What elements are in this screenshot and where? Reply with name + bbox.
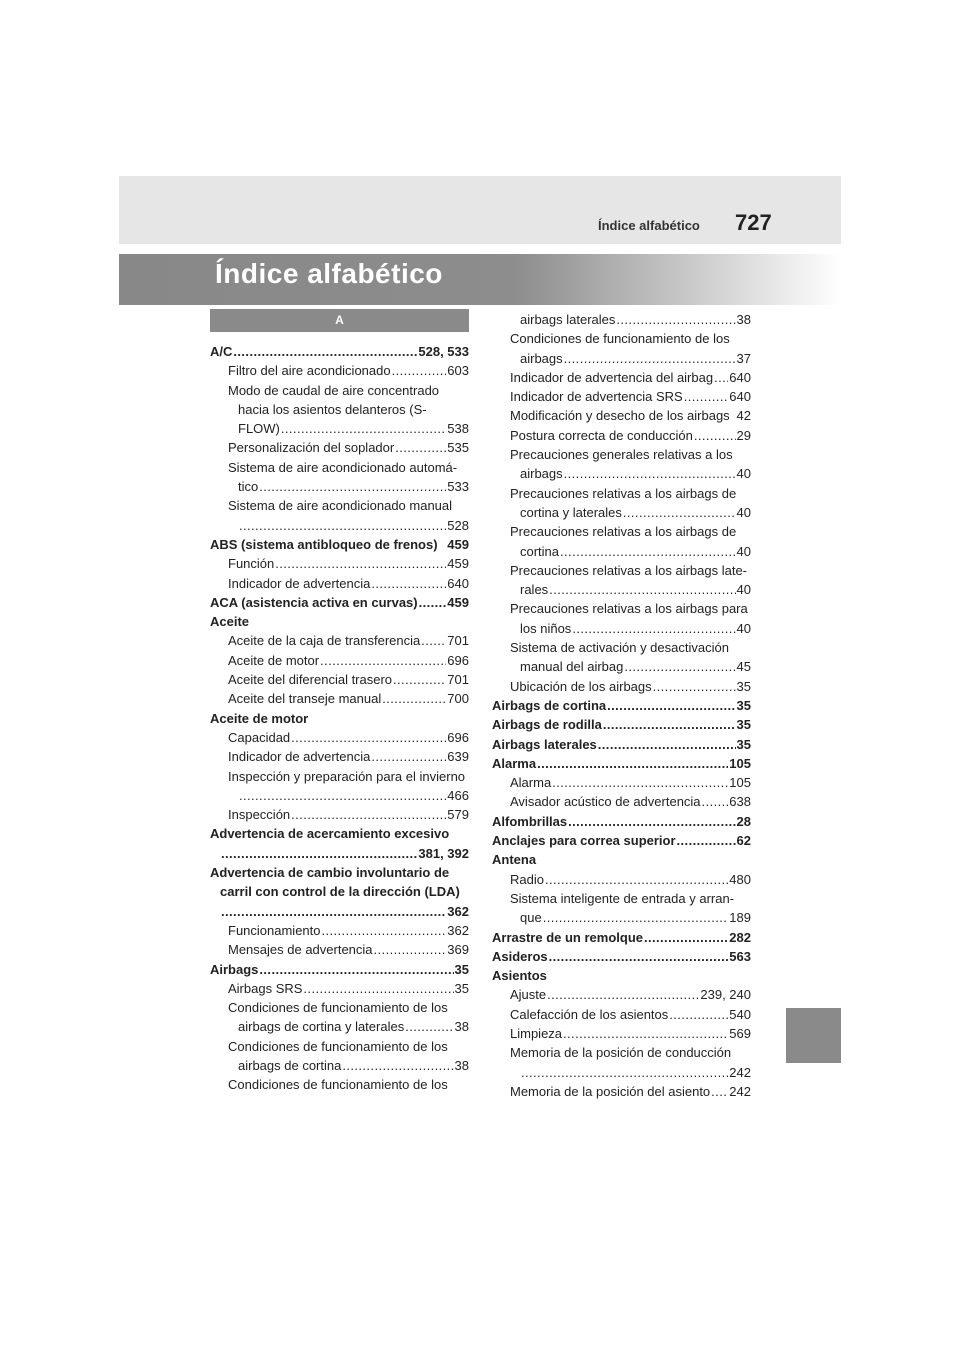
- index-entry: [492, 870, 751, 889]
- entry-term: tico: [238, 479, 259, 495]
- index-entry: [492, 889, 751, 908]
- index-entry: [210, 1037, 469, 1056]
- index-entry: [492, 657, 751, 676]
- index-entry: [210, 689, 469, 708]
- entry-term: Precauciones relativas a los airbags de: [510, 524, 737, 540]
- index-entry: [492, 638, 751, 657]
- dot-leader: [419, 593, 447, 612]
- dot-leader: [543, 908, 729, 927]
- dot-leader: [616, 310, 735, 329]
- index-entry: [210, 824, 469, 843]
- index-entry: [492, 1063, 751, 1082]
- entry-page-ref: 540: [729, 1006, 751, 1022]
- entry-term: Personalización del soplador: [228, 440, 395, 456]
- index-entry: [492, 580, 751, 599]
- entry-term: Alarma: [510, 775, 552, 791]
- entry-page-ref: 105: [729, 775, 751, 791]
- entry-term: cortina y laterales: [520, 504, 622, 520]
- dot-leader: [564, 464, 736, 483]
- entry-term: cortina: [520, 543, 560, 559]
- dot-leader: [653, 677, 736, 696]
- entry-term: Memoria de la posición del asiento: [510, 1083, 711, 1099]
- entry-page-ref: 459: [447, 594, 469, 610]
- entry-term: Sistema de aire acondicionado automá-: [228, 459, 458, 475]
- dot-leader: [259, 960, 453, 979]
- entry-term: Arrastre de un remolque: [492, 929, 643, 945]
- index-entry: [492, 850, 751, 869]
- index-entry: [492, 484, 751, 503]
- entry-term: Precauciones relativas a los airbags late-: [510, 562, 748, 578]
- entry-page-ref: 533: [447, 479, 469, 495]
- entry-term: Postura correcta de conducción: [510, 427, 693, 443]
- entry-term: que: [520, 910, 542, 926]
- entry-term: Precauciones generales relativas a los: [510, 447, 733, 463]
- index-entry: [210, 805, 469, 824]
- entry-term: hacia los asientos delanteros (S-: [238, 401, 427, 417]
- index-entry: [210, 574, 469, 593]
- index-entry: [492, 754, 751, 773]
- entry-term: Mensajes de advertencia: [228, 942, 373, 958]
- index-entry: [210, 651, 469, 670]
- entry-page-ref: 640: [447, 575, 469, 591]
- index-entry: [492, 812, 751, 831]
- side-thumb-tab: [786, 1008, 841, 1063]
- entry-term: Modo de caudal de aire concentrado: [228, 382, 440, 398]
- index-entry: [210, 381, 469, 400]
- entry-page-ref: 239, 240: [700, 987, 751, 1003]
- dot-leader: [677, 831, 736, 850]
- dot-leader: [549, 947, 729, 966]
- entry-term: Limpieza: [510, 1025, 563, 1041]
- entry-term: Radio: [510, 871, 544, 887]
- entry-term: Memoria de la posición de conducción: [510, 1045, 732, 1061]
- dot-leader: [563, 1024, 728, 1043]
- entry-page-ref: 38: [454, 1057, 469, 1073]
- dot-leader: [303, 979, 453, 998]
- entry-page-ref: 638: [729, 794, 751, 810]
- entry-page-ref: 369: [447, 942, 469, 958]
- entry-page-ref: 105: [729, 755, 751, 771]
- entry-term: carril con control de la dirección (LDA): [220, 884, 460, 900]
- index-entry: [210, 477, 469, 496]
- dot-leader: [547, 985, 699, 1004]
- entry-term: Aceite del transeje manual: [228, 691, 382, 707]
- entry-term: Alarma: [492, 755, 537, 771]
- entry-page-ref: 362: [447, 903, 469, 919]
- entry-term: Capacidad: [228, 729, 291, 745]
- index-entry: [210, 554, 469, 573]
- entry-term: Anclajes para correa superior: [492, 833, 676, 849]
- entry-page-ref: 35: [736, 736, 751, 752]
- entry-page-ref: 29: [736, 427, 751, 443]
- entry-page-ref: 38: [736, 312, 751, 327]
- entry-page-ref: 35: [454, 980, 469, 996]
- entry-page-ref: 459: [447, 536, 469, 552]
- dot-leader: [259, 477, 446, 496]
- dot-leader: [572, 619, 735, 638]
- entry-term: Inspección: [228, 807, 291, 823]
- index-entry: [210, 921, 469, 940]
- index-entry: [210, 458, 469, 477]
- index-entry: [492, 792, 751, 811]
- entry-page-ref: 528, 533: [418, 344, 469, 359]
- index-entry: [492, 561, 751, 580]
- entry-term: Filtro del aire acondicionado: [228, 363, 391, 379]
- page-number: 727: [735, 210, 772, 235]
- entry-page-ref: 696: [447, 652, 469, 668]
- dot-leader: [393, 670, 446, 689]
- entry-term: Airbags de rodilla: [492, 717, 602, 733]
- dot-leader: [281, 419, 446, 438]
- entry-page-ref: 40: [736, 620, 751, 636]
- index-entry: [210, 516, 469, 535]
- entry-page-ref: 579: [447, 807, 469, 823]
- entry-term: ACA (asistencia activa en curvas): [210, 594, 418, 610]
- dot-leader: [233, 342, 417, 361]
- entry-term: Asientos: [492, 968, 547, 984]
- entry-term: Calefacción de los asientos: [510, 1006, 669, 1022]
- entry-term: Sistema de activación y desactivación: [510, 640, 729, 656]
- entry-page-ref: 528: [447, 517, 469, 533]
- index-entry: [492, 329, 751, 348]
- dot-leader: [405, 1017, 453, 1036]
- index-entry: [492, 503, 751, 522]
- dot-leader: [545, 870, 728, 889]
- index-entry: [210, 1056, 469, 1075]
- index-entry: [210, 593, 469, 612]
- index-entry: [492, 349, 751, 368]
- dot-leader: [320, 651, 446, 670]
- index-entry: [492, 677, 751, 696]
- dot-leader: [221, 844, 417, 863]
- entry-page-ref: 700: [447, 691, 469, 707]
- index-entry: [492, 445, 751, 464]
- dot-leader: [537, 754, 728, 773]
- dot-leader: [669, 1005, 728, 1024]
- index-entry: [210, 863, 469, 882]
- entry-term: Sistema inteligente de entrada y arran-: [510, 890, 735, 906]
- entry-page-ref: 62: [736, 833, 751, 849]
- entry-page-ref: 535: [447, 440, 469, 456]
- entry-term: Airbags: [210, 961, 259, 977]
- index-column-right: [492, 310, 751, 1101]
- index-entry: [492, 1024, 751, 1043]
- entry-page-ref: 381, 392: [418, 845, 469, 861]
- dot-leader: [371, 574, 446, 593]
- index-entry: [210, 400, 469, 419]
- dot-leader: [623, 503, 736, 522]
- entry-term: Función: [228, 556, 275, 572]
- entry-page-ref: 28: [736, 813, 751, 829]
- index-entry: [210, 496, 469, 515]
- entry-term: Airbags laterales: [492, 736, 597, 752]
- dot-leader: [603, 715, 736, 734]
- dot-leader: [598, 735, 736, 754]
- entry-term: los niños: [520, 620, 572, 636]
- entry-term: Ubicación de los airbags: [510, 678, 652, 694]
- entry-term: Condiciones de funcionamiento de los: [228, 1038, 448, 1054]
- index-entry: [492, 831, 751, 850]
- index-entry: [210, 940, 469, 959]
- entry-page-ref: 640: [729, 389, 751, 405]
- dot-leader: [371, 747, 446, 766]
- dot-leader: [221, 902, 446, 921]
- entry-term: Asideros: [492, 948, 548, 964]
- index-entry: [210, 979, 469, 998]
- entry-term: Modificación y desecho de los airbags: [510, 408, 730, 424]
- entry-page-ref: 189: [729, 910, 751, 926]
- entry-page-ref: 40: [736, 466, 751, 482]
- dot-leader: [521, 1063, 728, 1082]
- dot-leader: [374, 940, 447, 959]
- page-title: Índice alfabético: [215, 258, 443, 289]
- index-entry: [210, 960, 469, 979]
- entry-term: Aceite de motor: [210, 710, 309, 726]
- dot-leader: [239, 516, 446, 535]
- entry-page-ref: 242: [729, 1083, 751, 1099]
- entry-page-ref: 38: [454, 1019, 469, 1035]
- entry-page-ref: 40: [736, 504, 751, 520]
- index-entry: [492, 542, 751, 561]
- index-entry: [210, 438, 469, 457]
- entry-term: Aceite del diferencial trasero: [228, 672, 393, 688]
- entry-term: Alfombrillas: [492, 813, 568, 829]
- index-entry: [492, 1005, 751, 1024]
- index-entry: [210, 998, 469, 1017]
- dot-leader: [382, 689, 446, 708]
- entry-term: Funcionamiento: [228, 922, 321, 938]
- index-entry: [210, 361, 469, 380]
- index-entry: [210, 419, 469, 438]
- entry-page-ref: 563: [729, 948, 751, 964]
- index-entry: [210, 882, 469, 901]
- entry-term: airbags de cortina y laterales: [238, 1019, 405, 1035]
- entry-page-ref: 603: [447, 363, 469, 379]
- entry-term: Avisador acústico de advertencia: [510, 794, 701, 810]
- dot-leader: [342, 1056, 453, 1075]
- entry-page-ref: 466: [447, 787, 469, 803]
- entry-term: airbags de cortina: [238, 1057, 342, 1073]
- entry-page-ref: 701: [447, 633, 469, 649]
- entry-term: Inspección y preparación para el invierno: [228, 768, 466, 784]
- index-entry: [210, 844, 469, 863]
- entry-term: Aceite de motor: [228, 652, 320, 668]
- entry-term: Sistema de aire acondicionado manual: [228, 498, 453, 514]
- entry-page-ref: 480: [729, 871, 751, 887]
- dot-leader: [694, 426, 736, 445]
- index-entry: [210, 728, 469, 747]
- entry-term: Airbags de cortina: [492, 697, 607, 713]
- dot-leader: [684, 387, 729, 406]
- letter-heading: A: [210, 309, 469, 332]
- dot-leader: [714, 368, 728, 387]
- entry-page-ref: 362: [447, 922, 469, 938]
- dot-leader: [644, 928, 728, 947]
- index-entry: [210, 902, 469, 921]
- index-entry: [210, 747, 469, 766]
- index-entry: [492, 387, 751, 406]
- entry-page-ref: 569: [729, 1025, 751, 1041]
- dot-leader: [392, 361, 447, 380]
- index-column-left: [210, 309, 469, 1095]
- index-entry: [492, 696, 751, 715]
- index-entry: [492, 1043, 751, 1062]
- entry-term: airbags laterales: [520, 312, 616, 327]
- entry-term: Aceite: [210, 614, 250, 630]
- index-entry: [210, 767, 469, 786]
- entry-term: Antena: [492, 852, 537, 868]
- index-entry: [492, 368, 751, 387]
- dot-leader: [552, 773, 728, 792]
- index-entry: [492, 928, 751, 947]
- dot-leader: [275, 554, 446, 573]
- entry-term: Precauciones relativas a los airbags de: [510, 485, 737, 501]
- entry-page-ref: 35: [736, 717, 751, 733]
- dot-leader: [549, 580, 735, 599]
- index-entry: [492, 619, 751, 638]
- entry-page-ref: 640: [729, 369, 751, 385]
- index-entry: [210, 670, 469, 689]
- dot-leader: [624, 657, 735, 676]
- dot-leader: [564, 349, 736, 368]
- entry-page-ref: 35: [736, 697, 751, 713]
- dot-leader: [291, 728, 446, 747]
- entry-term: Airbags SRS: [228, 980, 303, 996]
- entry-term: Condiciones de funcionamiento de los: [228, 1000, 448, 1016]
- entry-page-ref: 459: [447, 556, 469, 572]
- index-entry: [492, 522, 751, 541]
- index-entry: [492, 985, 751, 1004]
- entry-term: Condiciones de funcionamiento de los: [228, 1077, 448, 1093]
- index-entry: [210, 786, 469, 805]
- index-entry: [492, 1082, 751, 1101]
- entry-page-ref: 538: [447, 421, 469, 437]
- entry-page-ref: 242: [729, 1064, 751, 1080]
- entry-page-ref: 696: [447, 729, 469, 745]
- dot-leader: [711, 1082, 728, 1101]
- entry-term: manual del airbag: [520, 659, 624, 675]
- entry-term: Advertencia de acercamiento excesivo: [210, 826, 450, 842]
- header-bar: [119, 176, 841, 244]
- entry-term: Indicador de advertencia: [228, 575, 371, 591]
- entry-page-ref: 701: [447, 672, 469, 688]
- entry-term: A/C: [210, 344, 233, 359]
- index-entry: [210, 612, 469, 631]
- entry-term: Advertencia de cambio involuntario de: [210, 865, 450, 881]
- dot-leader: [395, 438, 446, 457]
- entry-term: Precauciones relativas a los airbags para: [510, 601, 748, 617]
- index-entry: [210, 631, 469, 650]
- index-entry: [492, 599, 751, 618]
- index-entry: [492, 908, 751, 927]
- index-entry: [492, 735, 751, 754]
- index-entry: [210, 342, 469, 361]
- entry-page-ref: 639: [447, 749, 469, 765]
- entry-term: Indicador de advertencia del airbag: [510, 369, 714, 385]
- dot-leader: [702, 792, 729, 811]
- index-entry: [210, 1075, 469, 1094]
- dot-leader: [607, 696, 735, 715]
- entry-term: ABS (sistema antibloqueo de frenos): [210, 536, 438, 552]
- running-header: Índice alfabético: [598, 218, 700, 233]
- entry-page-ref: 37: [736, 350, 751, 366]
- entry-term: Condiciones de funcionamiento de los: [510, 331, 730, 347]
- index-entry: [492, 947, 751, 966]
- dot-leader: [568, 812, 735, 831]
- dot-leader: [291, 805, 446, 824]
- index-entry: [210, 709, 469, 728]
- entry-term: FLOW): [238, 421, 280, 437]
- index-entry: [210, 1017, 469, 1036]
- dot-leader: [322, 921, 447, 940]
- index-entry: [492, 406, 751, 425]
- dot-leader: [421, 631, 446, 650]
- entry-term: Aceite de la caja de transferencia: [228, 633, 421, 649]
- entry-page-ref: 42: [736, 408, 751, 424]
- dot-leader: [560, 542, 736, 561]
- index-entry: [210, 535, 469, 554]
- entry-page-ref: 40: [736, 582, 751, 598]
- index-entry: [492, 715, 751, 734]
- entry-page-ref: 282: [729, 929, 751, 945]
- entry-page-ref: 40: [736, 543, 751, 559]
- index-entry: [492, 464, 751, 483]
- entry-term: Ajuste: [510, 987, 547, 1003]
- entry-term: rales: [520, 582, 549, 598]
- entry-page-ref: 45: [736, 659, 751, 675]
- index-entry: [492, 426, 751, 445]
- index-entry: [492, 966, 751, 985]
- index-entry: [492, 310, 751, 329]
- entry-term: Indicador de advertencia: [228, 749, 371, 765]
- entry-term: airbags: [520, 350, 563, 366]
- entry-page-ref: 35: [736, 678, 751, 694]
- entry-term: Indicador de advertencia SRS: [510, 389, 683, 405]
- entry-term: airbags: [520, 466, 563, 482]
- index-entry: [492, 773, 751, 792]
- dot-leader: [239, 786, 446, 805]
- entry-page-ref: 35: [454, 961, 469, 977]
